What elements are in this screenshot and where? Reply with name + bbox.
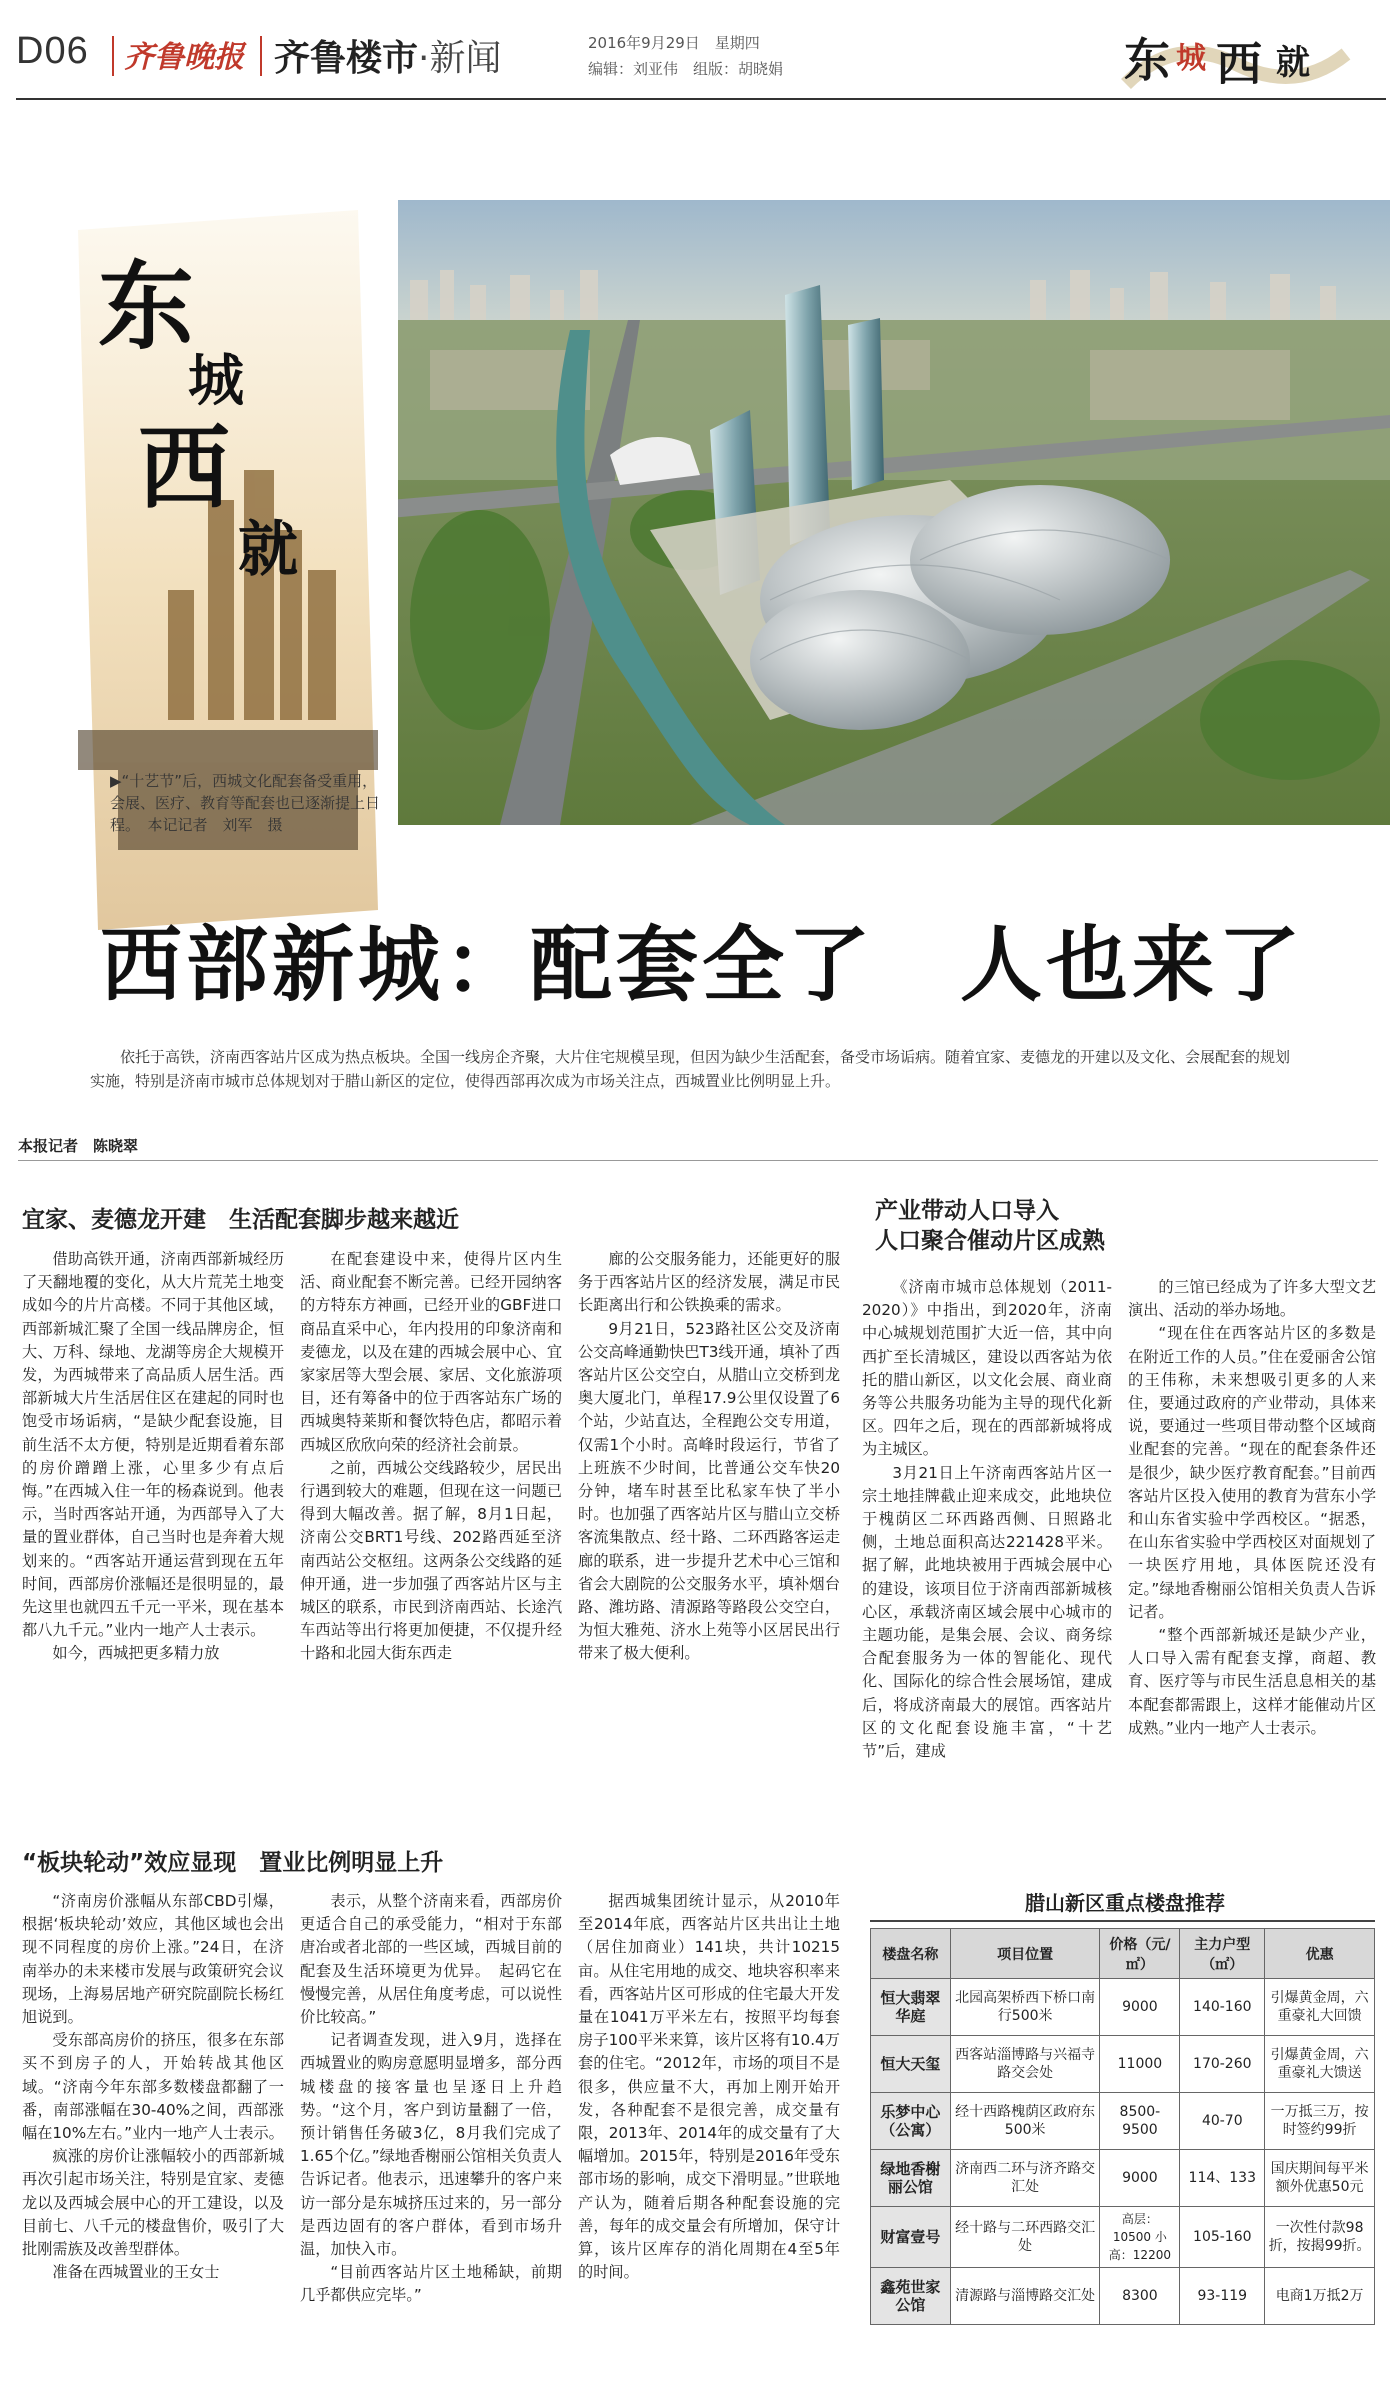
byline: 本报记者 陈晓翠 [18, 1137, 139, 1155]
article-column [862, 1276, 1112, 1864]
svg-text:西: 西 [138, 414, 231, 522]
col-header-size: 主力户型（㎡） [1180, 1929, 1265, 1979]
issue-date: 2016年9月29日 星期四 [588, 34, 760, 52]
paragraph: 在配套建设中来，使得片区内生活、商业配套不断完善。已经开园纳客的方特东方神画，已经开业的GBF进口商品直采中心，年内投用的印象济南和麦德龙，以及在建的西城会展中心、宜家家居等大型会展、家居、文化旅游项目，还有筹备中的位于西客站东广场的西城奥特莱斯和餐饮特色店，都昭示着西城区欣欣向荣的经济社会前景。 [300, 1250, 562, 1454]
brand-glyph: 东 [98, 250, 194, 363]
paragraph: 准备在西城置业的王女士 [52, 2263, 220, 2282]
table-row [871, 2093, 1375, 2150]
property-listing-table [870, 1928, 1375, 2325]
page-header [16, 18, 1376, 92]
project-name: 恒大天玺 [871, 2036, 951, 2093]
paragraph: 借助高铁开通，济南西部新城经历了天翻地覆的变化，从大片荒芜土地变成如今的片片高楼。不同于其他区域，西部新城汇聚了全国一线品牌房企，恒大、万科、绿地、龙湖等房企大规模开发，为西城带来了高品质人居生活。西部新城大片生活居住区在建起的同时也饱受市场诟病，“是缺少配套设施，目前生活不太方便，特别是近期看着东部的房价蹭蹭上涨，心里多少有点后悔。”在西城入住一年的杨森说到。他表示，当时西客站开通，为西部导入了大量的置业群体，自己当时也是奔着大规划来的。“西客站开通运营到现在五年时间，西部房价涨幅还是很明显的，最先这里也就四五千元一平米，现在基本都八九千元。”业内一地产人士表示。 [22, 1250, 284, 1640]
paragraph: 记者调查发现，进入9月，选择在西城置业的购房意愿明显增多，部分西城楼盘的接客量也呈逐日上升趋势。“这个月，客户到访量翻了一倍，预计销售任务破3亿，8月我们完成了1.65个亿。”绿地香榭丽公馆相关负责人告诉记者。他表示，迅速攀升的客户来访一部分是东城挤压过来的，另一部分是西边固有的客户群体，看到市场升温，加快入市。 [300, 2031, 562, 2259]
project-location: 西客站淄博路与兴福寺路交会处 [950, 2036, 1100, 2093]
paragraph: 如今，西城把更多精力放 [52, 1644, 220, 1663]
aerial-city-photo [390, 200, 1390, 825]
svg-text:城: 城 [1176, 41, 1206, 76]
table-row [871, 2150, 1375, 2207]
paragraph: 9月21日，523路社区公交及济南公交高峰通勤快巴T3线开通，填补了西客站片区公交空白，从腊山立交桥到龙奥大厦北门，单程17.9公里仅设置了6个站，少站直达，全程跑公交专用道，仅需1个小时。高峰时段运行，节省了上班族不少时间，比普通公交车快20分钟，堵车时甚至比私家车快了半小时。也加强了西客站片区与腊山立交桥客流集散点、经十路、二环西路客运走廊的联系，进一步提升艺术中心三馆和省会大剧院的公交服务水平，填补烟台路、潍坊路、清源路等路段公交空白，为恒大雅苑、济水上苑等小区居民出行带来了极大便利。 [578, 1319, 840, 1663]
listing-table-title: 腊山新区重点楼盘推荐 [1025, 1891, 1225, 1915]
editor-credits: 编辑：刘亚伟 组版：胡晓娟 [588, 60, 784, 78]
paragraph: 据西城集团统计显示，从2010年至2014年底，西客站片区共出让土地（居住加商业）141块，共计10215亩。从住宅用地的成交、地块容积率来看，西客站片区可形成的住宅最大开发量在1041万平米左右，按照平均每套房子100平米来算，该片区将有10.4万套的住宅。“2012年，市场的项目不是很多，供应量不大，再加上刚开始开发，各种配套不是很完善，成交量有限，2013年、2014年的成交量有了大幅增加。2015年，特别是2016年受东部市场的影响，成交下滑明显。”世联地产认为，随着后期各种配套设施的完善，每年的成交量会有所增加，保守计算，该片区库存的消化周期在4至5年的时间。 [578, 1892, 840, 2282]
table-row [871, 2268, 1375, 2325]
paragraph: “现在住在西客站片区的多数是在附近工作的人员。”住在爱丽舍公馆的王伟称，未来想吸引更多的人来住，要通过政府的产业带动，具体来说，要通过一些项目带动整个区域商业配套的完善。“现在的配套条件还是很少，缺少医疗教育配套。”目前西客站片区投入使用的教育为营东小学和山东省实验中学西校区。“据悉，在山东省实验中学西校区对面规划了一块医疗用地，具体医院还没有定。”绿地香榭丽公馆相关负责人告诉记者。 [1128, 1324, 1376, 1621]
project-size: 140-160 [1180, 1979, 1265, 2036]
subheading-industry: 产业带动人口导入 人口聚合催动片区成熟 [875, 1198, 1105, 1254]
col-header-price: 价格（元/㎡） [1100, 1929, 1180, 1979]
svg-text:城: 城 [188, 348, 244, 414]
project-name: 乐梦中心（公寓） [871, 2093, 951, 2150]
section-title: 齐鲁楼市 [274, 38, 419, 79]
article-column [1128, 1276, 1376, 1864]
article-column [22, 1248, 284, 1838]
project-location: 清源路与淄博路交汇处 [950, 2268, 1100, 2325]
project-size: 93-119 [1180, 2268, 1265, 2325]
paragraph: “目前西客站片区土地稀缺，前期几乎都供应完毕。” [300, 2263, 562, 2305]
project-location: 北园高架桥西下桥口南行500米 [950, 1979, 1100, 2036]
col-header-name: 楼盘名称 [871, 1929, 951, 1979]
project-name: 鑫苑世家公馆 [871, 2268, 951, 2325]
photo-caption: ▶“十艺节”后，西城文化配套备受重用，会展、医疗、教育等配套也已逐渐提上日程。 本记记者 刘军 摄 [110, 772, 381, 834]
project-size: 170-260 [1180, 2036, 1265, 2093]
hero-photo-area [58, 170, 1348, 830]
header-divider [260, 36, 262, 76]
project-offer: 电商1万抵2万 [1265, 2268, 1375, 2325]
col-header-location: 项目位置 [950, 1929, 1100, 1979]
project-offer: 一万抵三万，按时签约99折 [1265, 2093, 1375, 2150]
project-offer: 引爆黄金周，六重豪礼大馈送 [1265, 2036, 1375, 2093]
project-price: 9000 [1100, 1979, 1180, 2036]
paragraph: 3月21日上午济南西客站片区一宗土地挂牌截止迎来成交，此地块位于槐荫区二环西路西侧、日照路北侧，土地总面积高达221428平米。据了解，此地块被用于西城会展中心的建设，该项目位于济南西部新城核心区，承载济南区域会展中心城市的主题功能，是集会展、会议、商务综合配套服务为一体的智能化、现代化、国际化的综合性会展场馆，建成后，将成济南最大的展馆。西客站片区的文化配套设施丰富，“十艺节”后，建成 [862, 1463, 1112, 1761]
article-column [22, 1890, 284, 2390]
project-price: 8300 [1100, 2268, 1180, 2325]
header-rule [16, 98, 1386, 100]
byline-divider [18, 1160, 1378, 1161]
newspaper-logo: 齐鲁晚报 [124, 40, 244, 75]
project-location: 济南西二环与济齐路交汇处 [950, 2150, 1100, 2207]
subheading-retail: 宜家、麦德龙开建 生活配套脚步越来越近 [22, 1207, 459, 1233]
article-column [578, 1248, 840, 1838]
paragraph: 的三馆已经成为了许多大型文艺演出、活动的举办场地。 [1128, 1278, 1376, 1320]
section-subtitle: ·新闻 [418, 38, 502, 79]
project-offer: 引爆黄金周，六重豪礼大回馈 [1265, 1979, 1375, 2036]
project-location: 经十西路槐荫区政府东500米 [950, 2093, 1100, 2150]
section-name [274, 30, 501, 81]
article-column [300, 1248, 562, 1838]
project-price: 8500-9500 [1100, 2093, 1180, 2150]
article-lede: 依托于高铁，济南西客站片区成为热点板块。全国一线房企齐聚，大片住宅规模呈现，但因为缺少生活配套，备受市场诟病。随着宜家、麦德龙的开建以及文化、会展配套的规划实施，特别是济南市城市总体规划对于腊山新区的定位，使得西部再次成为市场关注点，西城置业比例明显上升。 [90, 1048, 1291, 1090]
table-row [871, 2036, 1375, 2093]
table-rule [870, 1920, 1375, 1922]
paragraph: “济南房价涨幅从东部CBD引爆，根据‘板块轮动’效应，其他区域也会出现不同程度的房价上涨。”24日，在济南举办的未来楼市发展与政策研究会议现场，上海易居地产研究院副院长杨红旭说到。 [22, 1892, 284, 2027]
project-offer: 国庆期间每平米额外优惠50元 [1265, 2150, 1375, 2207]
header-divider [112, 36, 114, 76]
table-header-row [871, 1929, 1375, 1979]
paragraph: 受东部高房价的挤压，很多在东部买不到房子的人，开始转战其他区域。“济南今年东部多数楼盘都翻了一番，南部涨幅在30-40%之间，西部涨幅在10%左右。”业内一地产人士表示。 [22, 2031, 284, 2143]
paragraph: 之前，西城公交线路较少，居民出行遇到较大的难题，但现在这一问题已得到大幅改善。据了解，8月1日起，济南公交BRT1号线、202路西延至济南西站公交枢纽。这两条公交线路的延伸开通，进一步加强了西客站片区与主城区的联系，市民到济南西站、长途汽车西站等出行将更加便捷，不仅提升经十路和北园大街东西走 [300, 1458, 562, 1663]
article-column [578, 1890, 840, 2390]
project-name: 绿地香榭丽公馆 [871, 2150, 951, 2207]
project-name: 恒大翡翠华庭 [871, 1979, 951, 2036]
paragraph: “整个西部新城还是缺少产业，人口导入需有配套支撑，商超、教育、医疗等与市民生活息息相关的基本配套都需跟上，这样才能催动片区成熟。”业内一地产人士表示。 [1128, 1626, 1376, 1737]
project-size: 114、133 [1180, 2150, 1265, 2207]
paragraph: 廊的公交服务能力，还能更好的服务于西客站片区的经济发展，满足市民长距离出行和公铁换乘的需求。 [578, 1250, 840, 1315]
project-location: 经十路与二环西路交汇处 [950, 2207, 1100, 2268]
col-header-offer: 优惠 [1265, 1929, 1375, 1979]
table-row [871, 1979, 1375, 2036]
paragraph: 表示，从整个济南来看，西部房价更适合自己的承受能力，“相对于东部唐冶或者北部的一些区域，西城目前的配套及生活环境更为优异。 起码它在慢慢完善，从居住角度考虑，可以说性价比较高。” [300, 1892, 562, 2027]
page-number: D06 [16, 30, 89, 72]
page-headline: 西部新城：配套全了 人也来了 [99, 917, 1304, 1013]
article-column [300, 1890, 562, 2390]
subheading-market: “板块轮动”效应显现 置业比例明显上升 [22, 1850, 444, 1876]
svg-text:东: 东 [1124, 33, 1170, 87]
project-size: 40-70 [1180, 2093, 1265, 2150]
paragraph: 《济南市城市总体规划（2011-2020）》中指出，到2020年，济南中心城规划范围扩大近一倍，其中向西扩至长清城区，建设以西客站为依托的腊山新区，以文化会展、商业商务等公共服务功能为主导的现代化新区。四年之后，现在的西部新城将成为主城区。 [862, 1278, 1112, 1459]
project-size: 105-160 [1180, 2207, 1265, 2268]
svg-text:西: 西 [1216, 37, 1262, 91]
project-name: 财富壹号 [871, 2207, 951, 2268]
table-row [871, 2207, 1375, 2268]
svg-text:就: 就 [1276, 43, 1310, 83]
project-price: 11000 [1100, 2036, 1180, 2093]
project-price: 高层：10500 小高：12200 [1100, 2207, 1180, 2268]
project-price: 9000 [1100, 2150, 1180, 2207]
paragraph: 疯涨的房价让涨幅较小的西部新城再次引起市场关注，特别是宜家、麦德龙以及西城会展中心的开工建设，以及目前七、八千元的楼盘售价，吸引了大批刚需族及改善型群体。 [22, 2147, 284, 2259]
column-brand-logo [1116, 14, 1356, 104]
svg-text:就: 就 [238, 515, 298, 585]
project-offer: 一次性付款98折，按揭99折。 [1265, 2207, 1375, 2268]
